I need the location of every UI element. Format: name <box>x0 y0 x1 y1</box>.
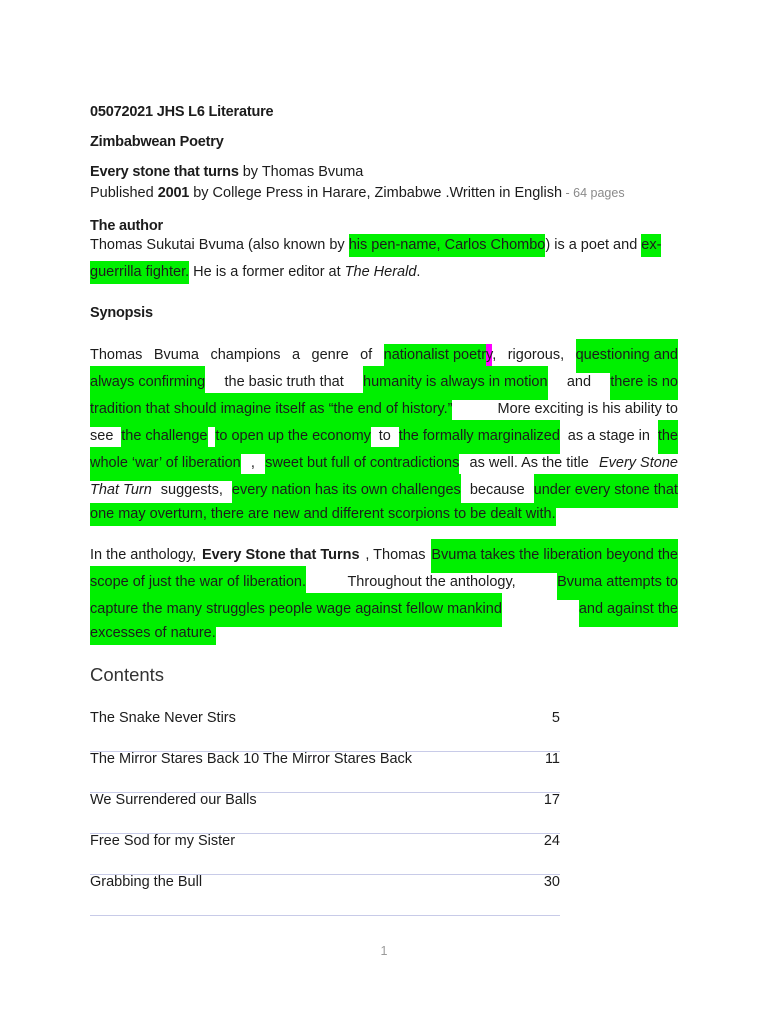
highlighted-text: scope of just the war of liberation. <box>90 566 306 600</box>
text-run: In the anthology, <box>90 547 197 563</box>
text-run: suggests, <box>160 482 223 498</box>
author-line-1 <box>90 232 678 259</box>
synopsis-heading: Synopsis <box>90 305 153 321</box>
text-run: , <box>250 455 255 471</box>
highlighted-text: Bvuma takes the liberation beyond the <box>431 539 678 573</box>
contents-entry-page: 24 <box>543 833 560 849</box>
text-run: Thomas Sukutai Bvuma (also known by <box>90 237 349 253</box>
highlighted-text: excesses of nature. <box>90 622 216 645</box>
page-count: - 64 pages <box>562 186 625 200</box>
line-content <box>90 620 678 647</box>
highlighted-text: Bvuma attempts to <box>557 566 678 600</box>
text-run: Bvuma <box>153 347 199 363</box>
text-run: and <box>566 374 592 390</box>
contents-entry-page: 30 <box>543 874 560 890</box>
published-details: by College Press in Harare, Zimbabwe .Written in English <box>189 185 563 201</box>
text-run: rigorous, <box>507 347 565 363</box>
highlighted-text: questioning and <box>576 339 678 373</box>
text-run: the basic truth that <box>224 374 344 390</box>
highlighted-text: always confirming <box>90 366 205 400</box>
highlighted-text: under every stone that <box>534 474 678 508</box>
text-run: champions <box>210 347 281 363</box>
highlighted-text: and against the <box>579 593 678 627</box>
text-run: of <box>360 347 373 363</box>
highlighted-text: sweet but full of contradictions <box>265 447 459 481</box>
contents-row[interactable] <box>90 751 560 793</box>
contents-entry-title: The Snake Never Stirs <box>90 710 236 726</box>
highlighted-text: nationalist poet <box>384 344 482 367</box>
text-run: see <box>90 428 114 444</box>
author-heading: The author <box>90 218 163 234</box>
contents-entry-page: 5 <box>551 710 560 726</box>
highlighted-text: every nation has its own challenges <box>232 474 461 508</box>
text-run: ) is a poet and <box>545 237 642 253</box>
highlighted-text: ex- <box>641 234 661 257</box>
text-run: That Turn <box>90 482 152 498</box>
text-run: Throughout the anthology, <box>347 574 516 590</box>
highlighted-text: there is no <box>610 366 678 400</box>
text-run: The Herald <box>344 264 417 280</box>
text-run: because <box>469 482 525 498</box>
highlighted-text: the challenge <box>121 420 207 454</box>
contents-row[interactable] <box>90 710 560 752</box>
line-content <box>90 501 678 528</box>
highlighted-text: the formally marginalized <box>399 420 560 454</box>
paragraph-line <box>90 620 678 647</box>
contents-entry-page: 11 <box>544 751 560 767</box>
contents-row[interactable] <box>90 792 560 834</box>
text-run: He is a former editor at <box>189 264 345 280</box>
highlighted-text: to open up the economy <box>215 420 371 454</box>
text-run: Every Stone <box>598 455 678 471</box>
published-prefix: Published <box>90 185 158 201</box>
text-run: More exciting is his ability to <box>497 401 678 417</box>
paragraph-line <box>90 501 678 528</box>
text-run: a <box>292 347 301 363</box>
text-run: , <box>492 347 497 363</box>
text-run: , Thomas <box>365 547 426 563</box>
contents-entry-page: 17 <box>543 792 560 808</box>
published-year: 2001 <box>157 185 190 201</box>
contents-entry-title: Grabbing the Bull <box>90 874 203 890</box>
text-run: as a stage in <box>567 428 650 444</box>
text-run: Thomas <box>90 347 143 363</box>
author-line-2 <box>90 259 678 286</box>
publication-line <box>90 183 625 203</box>
contents-entry-title: Free Sod for my Sister <box>90 833 236 849</box>
text-run: genre <box>311 347 349 363</box>
text-run: Every Stone that Turns <box>201 547 360 563</box>
contents-row[interactable] <box>90 874 560 916</box>
book-title-line <box>90 162 363 182</box>
page-number: 1 <box>380 944 388 958</box>
highlighted-text: tradition that should imagine itself as “the end of history.” <box>90 393 452 427</box>
highlighted-text: the <box>658 420 678 454</box>
contents-row[interactable] <box>90 833 560 875</box>
doc-code: 05072021 JHS L6 Literature <box>90 104 274 120</box>
contents-entry-title: The Mirror Stares Back 10 The Mirror Stares Back <box>90 751 413 767</box>
highlighted-text: r <box>481 344 486 367</box>
book-title: Every stone that turns <box>90 164 239 180</box>
highlighted-text: capture the many struggles people wage against fellow mankind <box>90 593 502 627</box>
contents-heading: Contents <box>90 664 165 685</box>
highlighted-text: his pen-name, Carlos Chombo <box>349 234 546 257</box>
highlighted-text: whole ‘war’ of liberation <box>90 447 241 481</box>
highlighted-text: one may overturn, there are new and different scorpions to be dealt with. <box>90 503 556 526</box>
text-run: to <box>378 428 391 444</box>
highlighted-text: guerrilla fighter. <box>90 261 189 284</box>
subject-title: Zimbabwean Poetry <box>90 134 224 150</box>
highlighted-text: humanity is always in motion <box>363 366 548 400</box>
text-run: as well. As the title <box>469 455 589 471</box>
book-author: by Thomas Bvuma <box>238 164 364 180</box>
contents-entry-title: We Surrendered our Balls <box>90 792 257 808</box>
text-run: . <box>416 264 421 280</box>
highlighted-text: y <box>486 344 492 367</box>
